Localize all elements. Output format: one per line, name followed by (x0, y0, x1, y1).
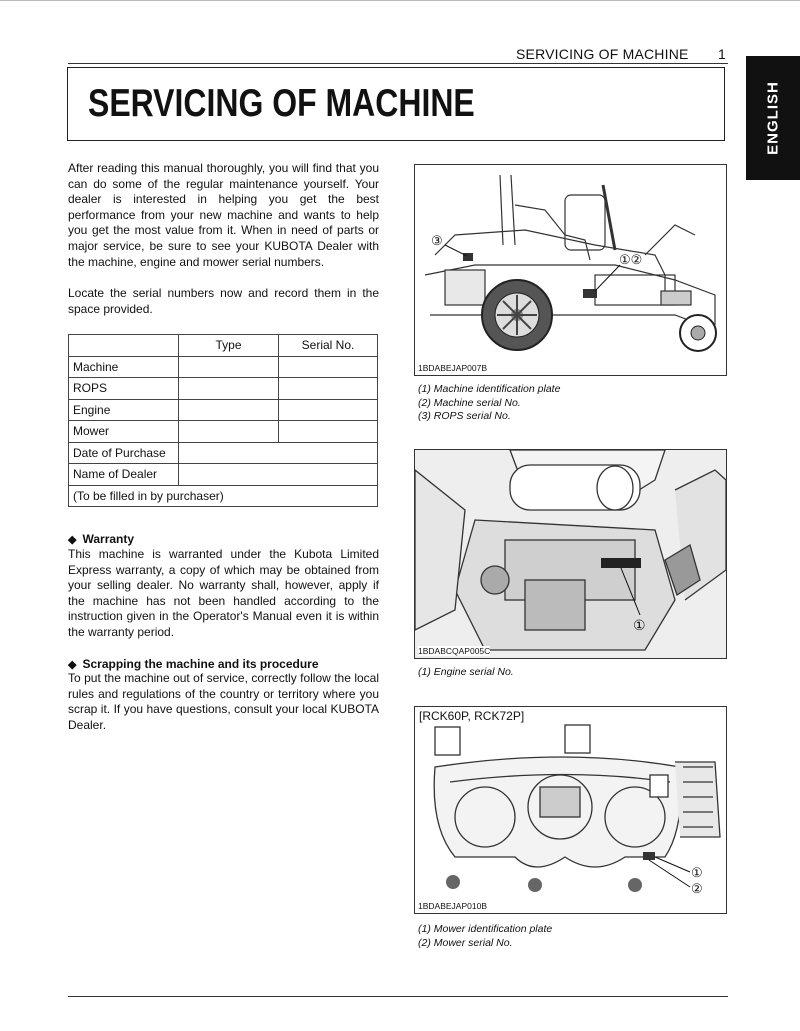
language-tab-label: ENGLISH (764, 81, 782, 155)
language-tab (746, 56, 800, 180)
table-cell (69, 335, 179, 357)
table-row (69, 421, 378, 443)
callout-3: ③ (431, 233, 443, 248)
date-of-purchase-cell[interactable] (179, 442, 378, 464)
caption-line: (3) ROPS serial No. (418, 410, 511, 422)
footer-divider (68, 996, 728, 997)
dealer-name-cell[interactable] (179, 464, 378, 486)
machine-figure (414, 164, 727, 376)
table-note: (To be filled in by purchaser) (69, 485, 378, 507)
figure-code: 1BDABCQAP005C (418, 646, 491, 656)
table-row (69, 464, 378, 486)
table-header-serial: Serial No. (279, 335, 378, 357)
caption-line: (1) Machine identification plate (418, 383, 561, 395)
warranty-heading (68, 532, 134, 546)
deck-illustration (415, 707, 726, 913)
table-header-row (69, 335, 378, 357)
rops-type-cell[interactable] (179, 378, 279, 400)
scrapping-body: To put the machine out of service, correctly follow the local rules and regulations of the country or territory where you scrap it. If you have questions, consult your local KUBOTA Dealer. (68, 671, 379, 732)
row-label-engine: Engine (69, 399, 179, 421)
callout-2: ② (691, 881, 703, 896)
diamond-bullet-icon: ◆ (68, 534, 77, 546)
intro-paragraph: After reading this manual thoroughly, you will find that you can do some of the regular maintenance yourself. Your dealer is interested in helping you get the best performance from your new machine and wants to help you get the most value from it. When in need of parts or major service, be sure to see your KUBOTA Dealer with the machine, engine and mower serial numbers. (68, 161, 379, 269)
table-header-type: Type (179, 335, 279, 357)
mower-illustration (415, 165, 726, 375)
header-divider (68, 63, 728, 64)
figure2-captions (418, 666, 514, 680)
caption-line: (2) Mower serial No. (418, 936, 513, 949)
row-label-date: Date of Purchase (69, 442, 179, 464)
engine-type-cell[interactable] (179, 399, 279, 421)
mower-serial-cell[interactable] (279, 421, 378, 443)
model-label: [RCK60P, RCK72P] (419, 709, 525, 723)
table-row (69, 442, 378, 464)
callout-1: ① (691, 865, 703, 880)
scrapping-title: Scrapping the machine and its procedure (82, 657, 319, 671)
figure-code: 1BDABEJAP007B (418, 363, 487, 373)
caption-line: (1) Engine serial No. (418, 666, 514, 678)
diamond-bullet-icon: ◆ (68, 659, 77, 671)
table-row (69, 356, 378, 378)
warranty-title: Warranty (82, 532, 135, 546)
warranty-body: This machine is warranted under the Kubota Limited Express warranty, a copy of which may be obtained from your selling dealer. No warranty shall, however, apply if the machine has not been handled according to the instruction given in the Operator's Manual even it is within the warranty period. (68, 547, 379, 639)
row-label-machine: Machine (69, 356, 179, 378)
figure1-captions (418, 383, 560, 424)
row-label-dealer: Name of Dealer (69, 464, 179, 486)
engine-serial-cell[interactable] (279, 399, 378, 421)
page-title: SERVICING OF MACHINE (88, 82, 475, 125)
caption-line: (1) Mower identification plate (418, 923, 553, 935)
scrapping-heading (68, 657, 319, 671)
running-header: SERVICING OF MACHINE (516, 46, 689, 62)
caption-line: (2) Machine serial No. (418, 396, 521, 409)
table-row (69, 378, 378, 400)
serial-number-table (68, 334, 378, 507)
figure3-captions (418, 923, 552, 950)
callout-1: ① (633, 617, 646, 633)
title-box (67, 67, 725, 141)
figure-code: 1BDABEJAP010B (418, 901, 487, 911)
table-row (69, 399, 378, 421)
locate-paragraph: Locate the serial numbers now and record them in the space provided. (68, 286, 379, 316)
mower-type-cell[interactable] (179, 421, 279, 443)
table-row (69, 485, 378, 507)
machine-type-cell[interactable] (179, 356, 279, 378)
engine-figure (414, 449, 727, 659)
rops-serial-cell[interactable] (279, 378, 378, 400)
engine-illustration (415, 450, 726, 658)
callout-1-2: ①② (619, 252, 643, 267)
page-number: 1 (718, 46, 726, 62)
top-border (0, 0, 800, 1)
mower-deck-figure (414, 706, 727, 914)
row-label-mower: Mower (69, 421, 179, 443)
row-label-rops: ROPS (69, 378, 179, 400)
machine-serial-cell[interactable] (279, 356, 378, 378)
